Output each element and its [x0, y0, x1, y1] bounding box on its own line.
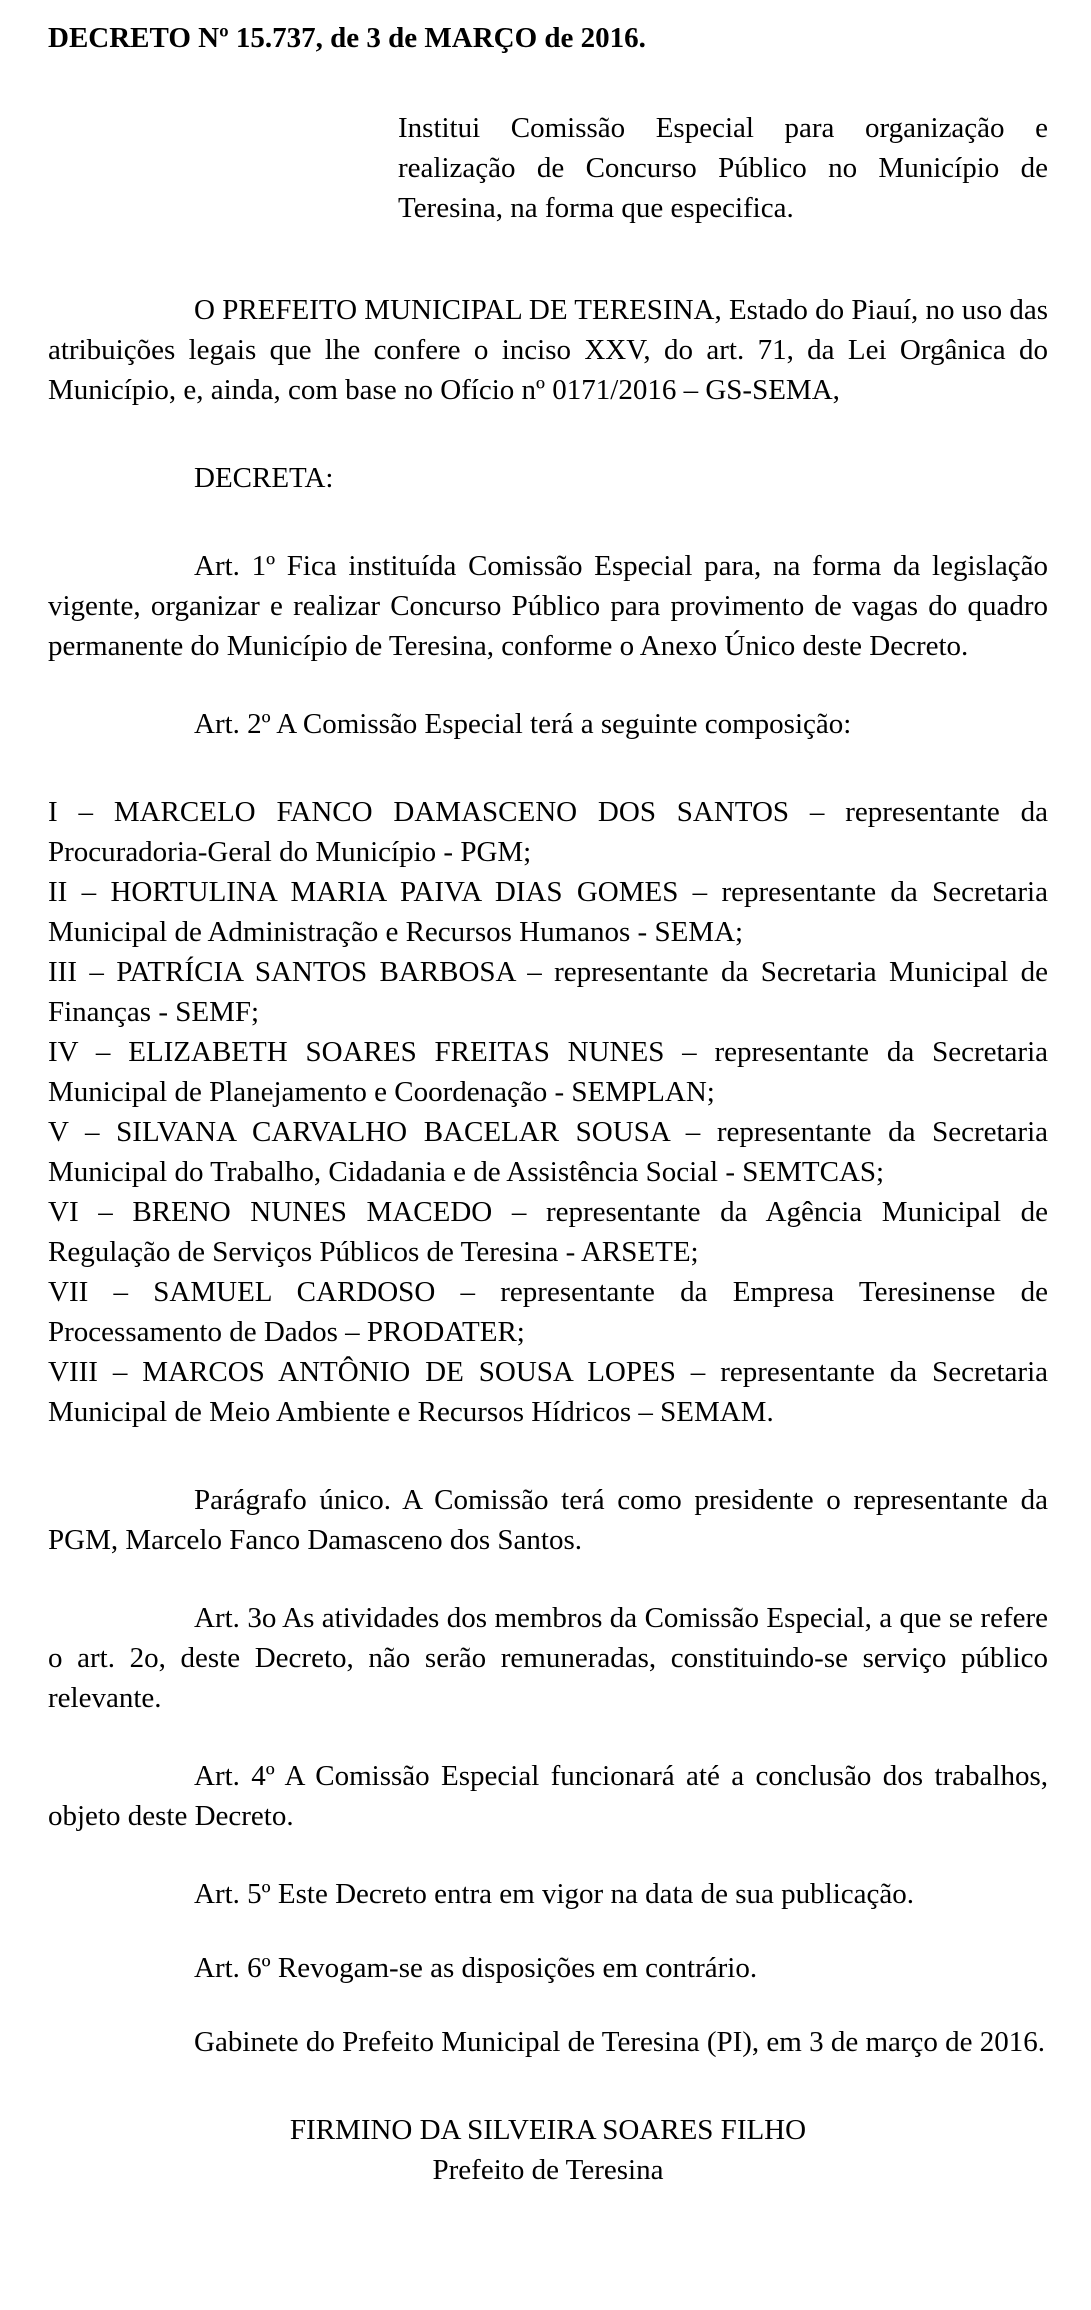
signature-block — [48, 2110, 1048, 2190]
member-item: II – HORTULINA MARIA PAIVA DIAS GOMES – representante da Secretaria Municipal de Administração e Recursos Humanos - SEMA; — [48, 876, 1048, 948]
article-6: Art. 6º Revogam-se as disposições em contrário. — [194, 1952, 758, 1984]
commission-members-list — [48, 792, 1048, 1432]
member-item: V – SILVANA CARVALHO BACELAR SOUSA – representante da Secretaria Municipal do Trabalho, Cidadania e de Assistência Social - SEMTCAS; — [48, 1116, 1048, 1188]
decree-page — [48, 0, 1048, 2190]
member-item: VI – BRENO NUNES MACEDO – representante da Agência Municipal de Regulação de Serviços Públicos de Teresina - ARSETE; — [48, 1196, 1048, 1268]
decree-preamble: O PREFEITO MUNICIPAL DE TERESINA, Estado do Piauí, no uso das atribuições legais que lhe confere o inciso XXV, do art. 71, da Lei Orgânica do Município, e, ainda, com base no Ofício nº 0171/2016 – GS-SEMA, — [48, 294, 1048, 406]
member-item: VIII – MARCOS ANTÔNIO DE SOUSA LOPES – representante da Secretaria Municipal de Meio Ambiente e Recursos Hídricos – SEMAM. — [48, 1356, 1048, 1428]
decree-title: DECRETO Nº 15.737, de 3 de MARÇO de 2016. — [48, 22, 646, 54]
paragrafo-unico: Parágrafo único. A Comissão terá como presidente o representante da PGM, Marcelo Fanco Damasceno dos Santos. — [48, 1484, 1048, 1556]
member-item: I – MARCELO FANCO DAMASCENO DOS SANTOS – representante da Procuradoria-Geral do Município - PGM; — [48, 796, 1048, 868]
article-5: Art. 5º Este Decreto entra em vigor na data de sua publicação. — [194, 1878, 915, 1910]
decreta-heading: DECRETA: — [194, 462, 334, 494]
article-2: Art. 2º A Comissão Especial terá a seguinte composição: — [194, 708, 852, 740]
article-1: Art. 1º Fica instituída Comissão Especial para, na forma da legislação vigente, organizar e realizar Concurso Público para provimento de vagas do quadro permanente do Município de Teresina, conforme o Anexo Único deste Decreto. — [48, 550, 1048, 662]
signatory-title: Prefeito de Teresina — [432, 2154, 664, 2186]
member-item: III – PATRÍCIA SANTOS BARBOSA – representante da Secretaria Municipal de Finanças - SEMF; — [48, 956, 1048, 1028]
signatory-name: FIRMINO DA SILVEIRA SOARES FILHO — [289, 2114, 807, 2146]
decree-ementa: Institui Comissão Especial para organização e realização de Concurso Público no Município de Teresina, na forma que especifica. — [398, 112, 1048, 224]
article-4: Art. 4º A Comissão Especial funcionará até a conclusão dos trabalhos, objeto deste Decreto. — [48, 1760, 1048, 1832]
article-3: Art. 3o As atividades dos membros da Comissão Especial, a que se refere o art. 2o, deste Decreto, não serão remuneradas, constituindo-se serviço público relevante. — [48, 1602, 1048, 1714]
closing-statement: Gabinete do Prefeito Municipal de Teresina (PI), em 3 de março de 2016. — [194, 2026, 1046, 2058]
member-item: VII – SAMUEL CARDOSO – representante da Empresa Teresinense de Processamento de Dados – PRODATER; — [48, 1276, 1048, 1348]
member-item: IV – ELIZABETH SOARES FREITAS NUNES – representante da Secretaria Municipal de Planejamento e Coordenação - SEMPLAN; — [48, 1036, 1048, 1108]
